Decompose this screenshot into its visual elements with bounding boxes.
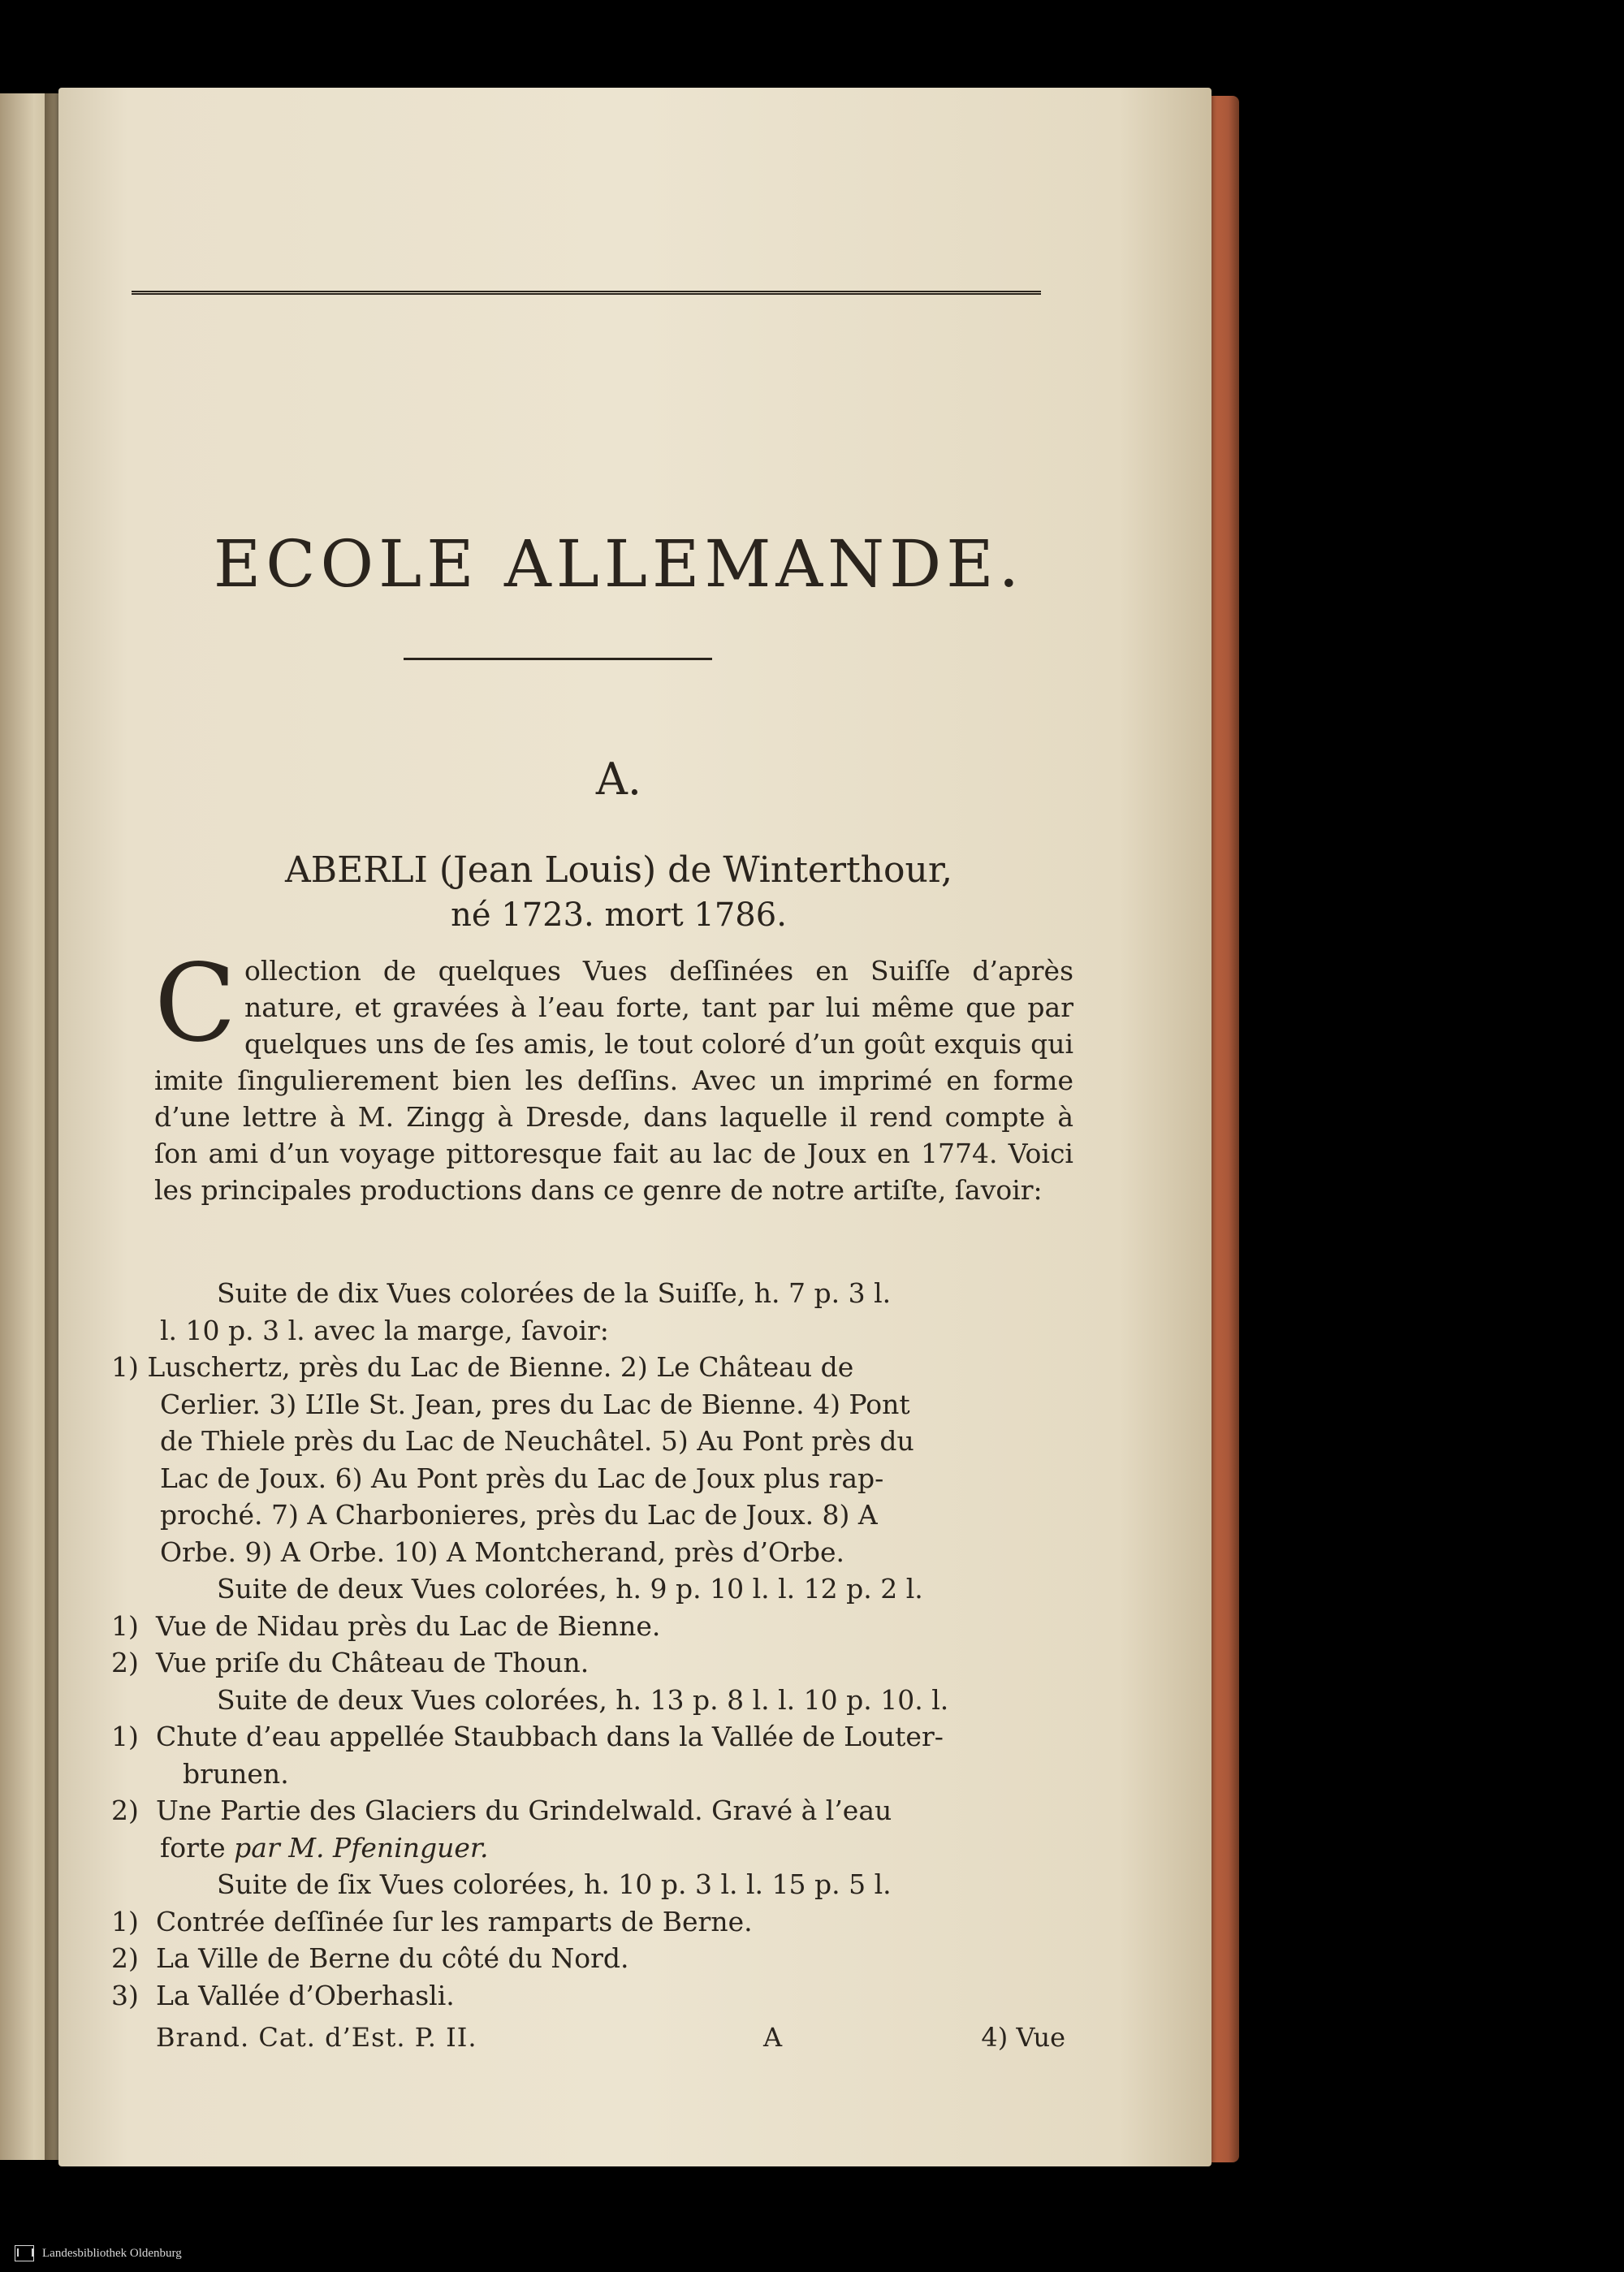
section-letter: A. xyxy=(595,754,642,805)
suite-heading: Suite de ſix Vues colorées, h. 10 p. 3 l. l. 15 p. 5 l. xyxy=(217,1868,892,1900)
list-item xyxy=(111,1977,1078,2015)
list-item xyxy=(111,1718,1078,1756)
artist-heading: ABERLI (Jean Louis) de Winterthour, xyxy=(284,849,953,891)
catalogue-line: Lac de Joux. 6) Au Pont près du Lac de Joux plus rap- xyxy=(160,1462,884,1494)
item-number: 2) xyxy=(111,1795,139,1826)
list-item xyxy=(111,1792,1078,1829)
library-watermark xyxy=(15,2241,182,2266)
item-text: Chute d’eau appellée Staubbach dans la Vallée de Louter- xyxy=(156,1721,944,1752)
item-number: 2) xyxy=(111,1647,139,1678)
suite-heading-cont: l. 10 p. 3 l. avec la marge, ſavoir: xyxy=(160,1314,609,1346)
catalogue-line: proché. 7) A Charbonieres, près du Lac de Joux. 8) A xyxy=(160,1499,878,1531)
title-rule xyxy=(404,658,712,660)
item-number: 1) xyxy=(111,1905,139,1937)
catchword: 4) Vue xyxy=(981,2022,1065,2053)
item-text: Une Partie des Glaciers du Grindelwald. Gravé à l’eau xyxy=(156,1795,892,1826)
book-page xyxy=(58,88,1212,2166)
item-number: 1) xyxy=(111,1721,139,1752)
signature-line: Brand. Cat. d’Est. P. II. xyxy=(156,2022,477,2053)
item-text: La Vallée d’Oberhasli. xyxy=(156,1979,455,2011)
item-number: 2) xyxy=(111,1942,139,1974)
item-number: 3) xyxy=(111,1979,139,2011)
list-item xyxy=(111,1903,1078,1941)
catalogue-list xyxy=(111,1275,1078,2014)
item-text: Vue de Nidau près du Lac de Bienne. xyxy=(156,1609,661,1642)
item-text: forte xyxy=(160,1831,226,1864)
catalogue-line: Orbe. 9) A Orbe. 10) A Montcherand, près d’Orbe. xyxy=(160,1536,844,1568)
intro-paragraph xyxy=(154,941,1073,1208)
top-rule xyxy=(132,291,1041,295)
library-name: Landesbibliothek Oldenburg xyxy=(42,2246,182,2260)
list-item xyxy=(111,1940,1078,1977)
suite-heading: Suite de deux Vues colorées, h. 13 p. 8 l. l. 10 p. 10. l. xyxy=(217,1683,949,1716)
suite-heading: Suite de dix Vues colorées de la Suiſſe, h. 7 p. 3 l. xyxy=(217,1277,892,1309)
engraver-credit: par M. Pfeninguer. xyxy=(234,1831,489,1864)
suite-heading: Suite de deux Vues colorées, h. 9 p. 10 l. l. 12 p. 2 l. xyxy=(217,1573,923,1605)
item-text-cont: brunen. xyxy=(183,1757,289,1790)
page-title: ECOLE ALLEMANDE. xyxy=(213,526,1025,602)
item-text: Contrée deſſinée ſur les ramparts de Berne. xyxy=(156,1905,753,1937)
item-number: 1) xyxy=(111,1609,139,1642)
item-text-cont xyxy=(111,1829,1078,1867)
artist-dates: né 1723. mort 1786. xyxy=(451,896,787,934)
catalogue-line: de Thiele près du Lac de Neuchâtel. 5) Au Pont près du xyxy=(160,1425,914,1457)
catalogue-line: 1) Luschertz, près du Lac de Bienne. 2) Le Château de xyxy=(111,1351,854,1383)
catalogue-line: Cerlier. 3) L’Ile St. Jean, pres du Lac de Bienne. 4) Pont xyxy=(160,1388,910,1420)
signature-mark: A xyxy=(763,2022,783,2053)
item-text: Vue priſe du Château de Thoun. xyxy=(156,1647,590,1678)
list-item xyxy=(111,1644,1078,1682)
drop-cap: C xyxy=(154,941,236,1066)
list-item xyxy=(111,1608,1078,1645)
library-logo-icon xyxy=(15,2245,34,2261)
intro-text: ollection de quelques Vues deſſinées en Suiſſe d’après nature, et gravées à l’eau forte, tant par lui même que par quelques uns de ſes amis, le tout coloré d’un goût exquis qui imite ſingulierement bien les deſſins. Avec un imprimé en forme d’une lettre à M. Zingg à Dresde, dans laquelle il rend compte à ſon ami d’un voyage pittoresque fait au lac de Joux en 1774. Voici les principales productions dans ce genre de notre artiſte, ſavoir: xyxy=(154,955,1073,1206)
item-text: La Ville de Berne du côté du Nord. xyxy=(156,1942,629,1974)
